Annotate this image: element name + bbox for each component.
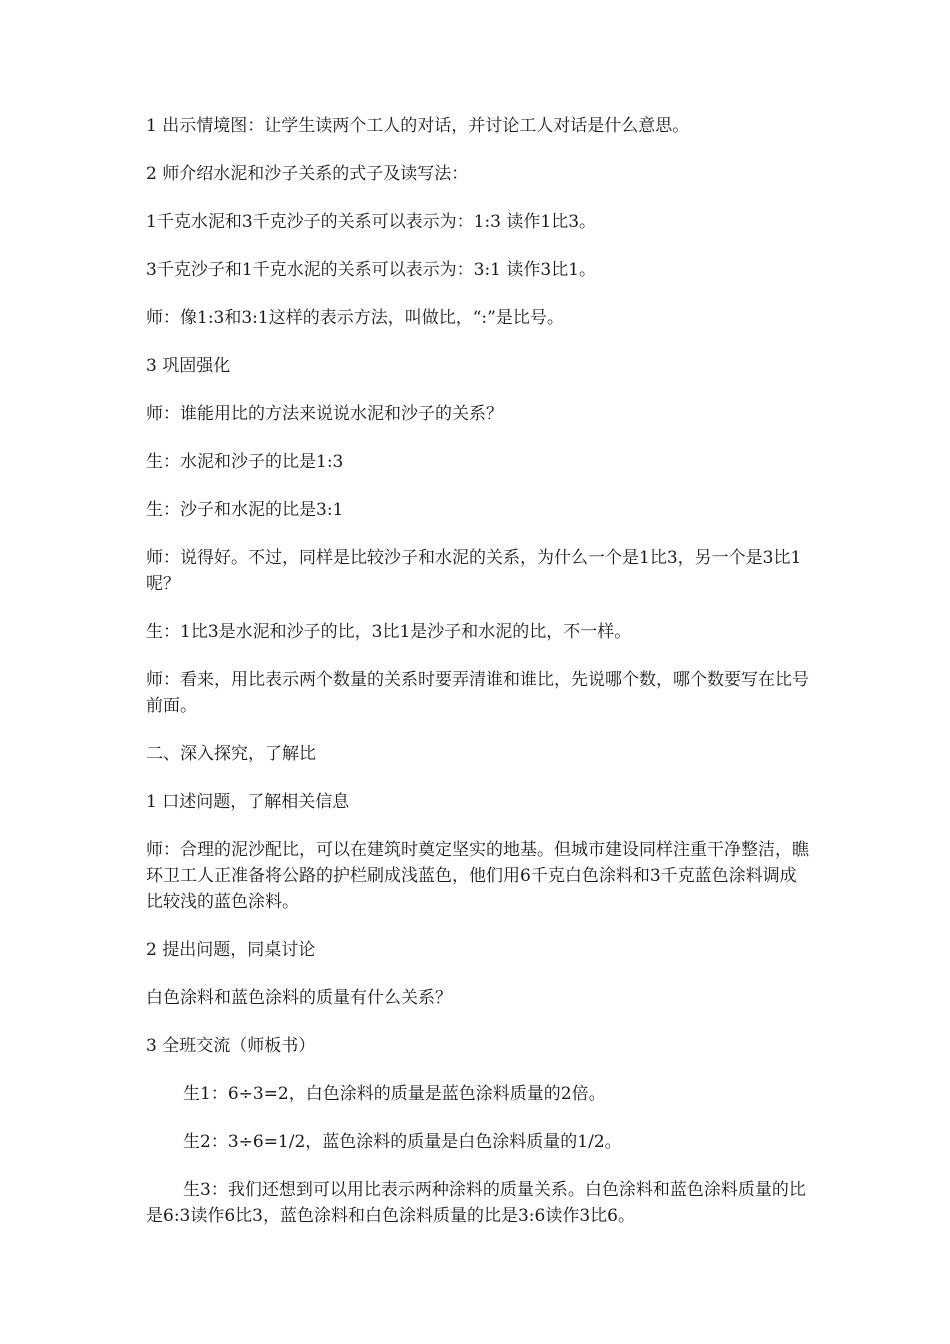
- paragraph-student-3-answer: 生3：我们还想到可以用比表示两种涂料的质量关系。白色涂料和蓝色涂料质量的比是6:3读作6比3，蓝色涂料和白色涂料质量的比是3:6读作3比6。: [146, 1180, 806, 1226]
- paragraph-consolidation-heading: 3 巩固强化: [146, 356, 231, 376]
- section-heading-deep-exploration: 二、深入探究，了解比: [146, 744, 316, 764]
- paragraph-step-3-heading: 3 全班交流（师板书）: [146, 1036, 316, 1056]
- paragraph-paint-question: 白色涂料和蓝色涂料的质量有什么关系？: [146, 988, 452, 1008]
- paragraph-student-explanation: 生：1比3是水泥和沙子的比，3比1是沙子和水泥的比，不一样。: [146, 622, 632, 642]
- paragraph-teacher-followup: 师：说得好。不过，同样是比较沙子和水泥的关系，为什么一个是1比3，另一个是3比1呢？: [146, 548, 802, 594]
- paragraph-student-2-answer: 生2：3÷6=1/2，蓝色涂料的质量是白色涂料质量的1/2。: [183, 1132, 622, 1152]
- paragraph-student-answer-2: 生：沙子和水泥的比是3:1: [146, 500, 344, 520]
- paragraph-teacher-summary: 师：看来，用比表示两个数量的关系时要弄清谁和谁比，先说哪个数，哪个数要写在比号前面。: [146, 670, 809, 716]
- paragraph-scenario-intro: 1 出示情境图：让学生读两个工人的对话，并讨论工人对话是什么意思。: [146, 116, 690, 136]
- paragraph-step-2-heading: 2 提出问题，同桌讨论: [146, 940, 316, 960]
- paragraph-student-1-answer: 生1：6÷3=2，白色涂料的质量是蓝色涂料质量的2倍。: [183, 1084, 606, 1104]
- paragraph-ratio-definition: 师：像1:3和3:1这样的表示方法，叫做比，“:”是比号。: [146, 308, 564, 328]
- paragraph-cement-sand-ratio: 1千克水泥和3千克沙子的关系可以表示为：1:3 读作1比3。: [146, 212, 597, 232]
- paragraph-student-answer-1: 生：水泥和沙子的比是1:3: [146, 452, 344, 472]
- paragraph-sand-cement-ratio: 3千克沙子和1千克水泥的关系可以表示为：3:1 读作3比1。: [146, 260, 597, 280]
- paragraph-teacher-intro-formula: 2 师介绍水泥和沙子关系的式子及读写法：: [146, 164, 469, 184]
- paragraph-paint-scenario: 师：合理的泥沙配比，可以在建筑时奠定坚实的地基。但城市建设同样注重干净整洁，瞧环卫工人正准备将公路的护栏刷成浅蓝色，他们用6千克白色涂料和3千克蓝色涂料调成比较浅的蓝色涂料。: [146, 840, 809, 912]
- paragraph-teacher-question: 师：谁能用比的方法来说说水泥和沙子的关系？: [146, 404, 503, 424]
- paragraph-step-1-heading: 1 口述问题，了解相关信息: [146, 792, 350, 812]
